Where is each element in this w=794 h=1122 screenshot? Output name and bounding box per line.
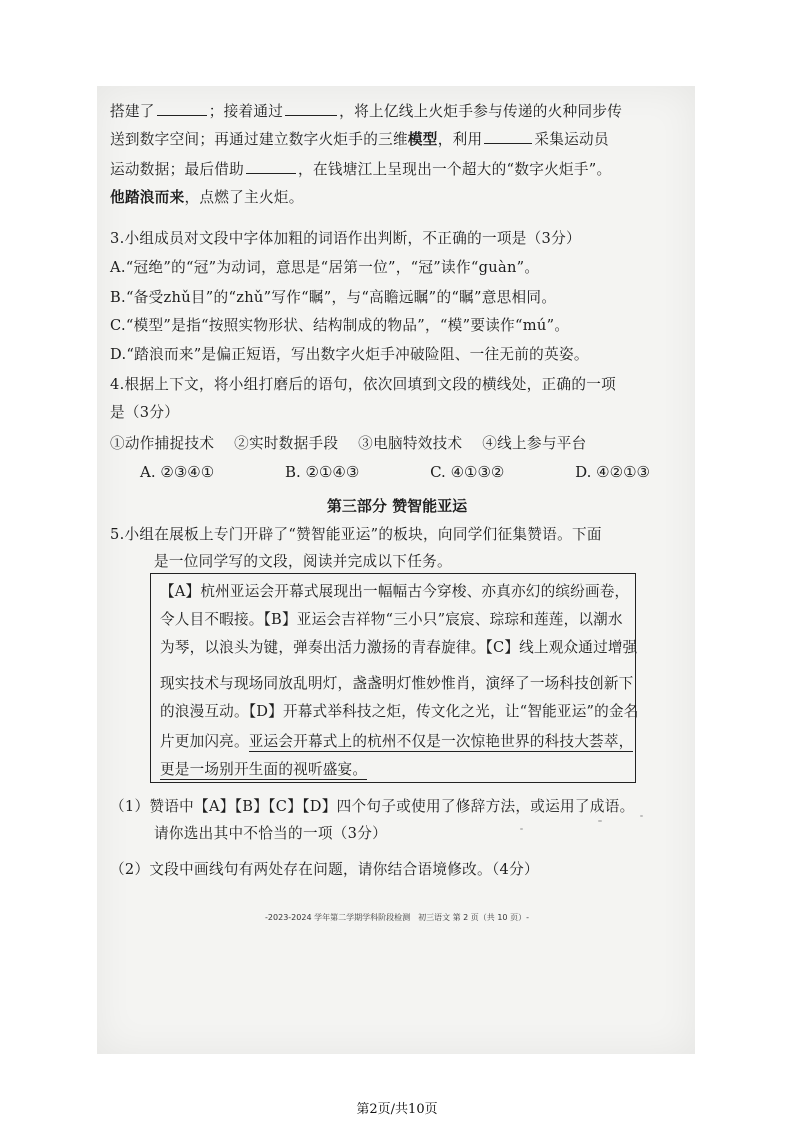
bold-word: 他踏浪而来 — [110, 189, 185, 206]
passage-text: ，点燃了主火炬。 — [184, 189, 304, 206]
q4-option-b: B. ②①④③ — [284, 463, 360, 481]
q3-option-a: A.“冠绝”的“冠”为动词，意思是“居第一位”，“冠”读作“guàn”。 — [110, 259, 540, 276]
passage-line-4 — [110, 186, 304, 207]
q5-sub1-line2: 请你选出其中不恰当的一项（3分） — [154, 825, 387, 842]
box-line-2: 令人目不暇接。【B】亚运会吉祥物“三小只”宸宸、琮琮和莲莲，以潮水 — [160, 611, 623, 628]
passage-text: 采集运动员 — [534, 131, 609, 148]
q4-items: ①动作捕捉技术 ②实时数据手段 ③电脑特效技术 ④线上参与平台 — [110, 435, 587, 452]
q5-sub1-line1: （1）赞语中【A】【B】【C】【D】四个句子或使用了修辞方法，或运用了成语。 — [110, 798, 635, 815]
q4-option-a: A. ②③④① — [140, 463, 215, 481]
underlined-sentence: 亚运会开幕式上的杭州不仅是一次惊艳世界的科技大荟萃， — [248, 733, 634, 750]
box-line-7 — [160, 758, 367, 779]
q3-stem: 3.小组成员对文段中字体加粗的词语作出判断，不正确的一项是（3分） — [110, 230, 581, 247]
q5-stem-line1: 5.小组在展板上专门开辟了“赞智能亚运”的板块，向同学们征集赞语。下面 — [110, 526, 602, 543]
q3-option-c: C.“模型”是指“按照实物形状、结构制成的物品”，“模”要读作“mú”。 — [110, 317, 570, 334]
passage-text: ；接着通过 — [208, 103, 284, 120]
page-number: 第2页/共10页 — [356, 1102, 438, 1117]
passage-text: ，将上亿线上火炬手参与传递的火种同步传 — [339, 103, 623, 120]
box-line-6 — [160, 730, 633, 751]
scan-speck — [598, 820, 602, 822]
box-line-5: 的浪漫互动。【D】开幕式举科技之炬，传文化之光，让“智能亚运”的金名 — [160, 703, 639, 720]
box-line-4: 现实技术与现场同放乱明灯，盏盏明灯惟妙惟肖，演绎了一场科技创新下 — [160, 675, 634, 692]
passage-text: ，利用 — [437, 131, 483, 148]
passage-text: 送到数字空间；再通过建立数字火炬手的三维 — [110, 131, 408, 148]
underlined-sentence: 更是一场别开生面的视听盛宴。 — [160, 761, 368, 778]
answer-blank — [484, 129, 532, 144]
scan-speck — [640, 815, 643, 817]
q4-option-c: C. ④①③② — [430, 463, 505, 481]
passage-line-1 — [110, 100, 622, 121]
q5-stem-line2: 是一位同学写的文段，阅读并完成以下任务。 — [154, 553, 452, 570]
box-text: 片更加闪亮。 — [160, 733, 249, 750]
box-line-3: 为琴，以浪头为键，弹奏出活力激扬的青春旋律。【C】线上观众通过增强 — [160, 639, 638, 656]
answer-blank — [157, 101, 207, 116]
q5-sub2: （2）文段中画线句有两处存在问题，请你结合语境修改。（4分） — [110, 861, 539, 878]
passage-text: 运动数据；最后借助 — [110, 161, 245, 178]
scan-speck — [520, 828, 523, 830]
passage-line-3 — [110, 158, 611, 179]
q4-options — [140, 463, 650, 481]
box-line-1: 【A】杭州亚运会开幕式展现出一幅幅古今穿梭、亦真亦幻的缤纷画卷， — [160, 583, 630, 600]
passage-text: ，在钱塘江上呈现出一个超大的“数字火炬手”。 — [298, 161, 612, 178]
answer-blank — [285, 101, 337, 116]
q3-option-b: B.“备受zhǔ目”的“zhǔ”写作“瞩”，与“高瞻远瞩”的“瞩”意思相同。 — [110, 289, 557, 306]
passage-line-2 — [110, 128, 609, 149]
q4-stem-line1: 4.根据上下文，将小组打磨后的语句，依次回填到文段的横线处，正确的一项 — [110, 376, 617, 393]
q4-stem-line2: 是（3分） — [110, 404, 180, 421]
q4-option-d: D. ④②①③ — [575, 463, 650, 481]
answer-blank — [246, 159, 296, 174]
q3-option-d: D.“踏浪而来”是偏正短语，写出数字火炬手冲破险阻、一往无前的英姿。 — [110, 346, 589, 363]
scan-footer: -2023-2024 学年第二学期学科阶段检测 初三语文 第 2 页（共 10 页）- — [265, 913, 529, 922]
passage-text: 搭建了 — [110, 103, 155, 120]
bold-word: 模型 — [407, 131, 438, 148]
section-title: 第三部分 赞智能亚运 — [326, 497, 468, 515]
